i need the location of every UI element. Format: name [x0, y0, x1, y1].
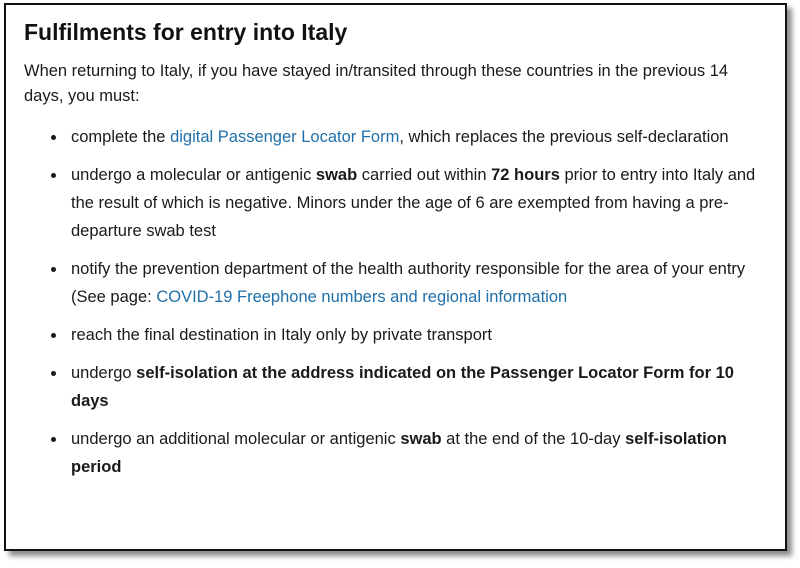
requirements-list [24, 123, 767, 481]
emphasis-swab: swab [315, 166, 358, 184]
item-text: undergo an additional molecular or antigenic [71, 430, 401, 448]
item-text: reach the final destination in Italy only by private transport [71, 326, 492, 344]
item-text: undergo a molecular or antigenic [71, 166, 316, 184]
item-text: notify the prevention department of the health authority responsible for the area of your entry (See page: [71, 260, 746, 306]
passenger-locator-form-link[interactable]: digital Passenger Locator Form [170, 128, 400, 146]
item-text: undergo [71, 364, 137, 382]
emphasis-72-hours: 72 hours [491, 166, 560, 184]
item-text: complete the [71, 128, 171, 146]
freephone-numbers-link[interactable]: COVID-19 Freephone numbers and regional information [156, 288, 568, 306]
list-item-passenger-locator-form [71, 123, 767, 151]
item-text: carried out within [357, 166, 492, 184]
document-frame [4, 3, 787, 551]
list-item-self-isolation [71, 359, 767, 415]
emphasis-self-isolation-period: self-isolation period [71, 430, 727, 476]
list-item-pre-departure-swab [71, 161, 767, 245]
emphasis-self-isolation: self-isolation at the address indicated on the Passenger Locator Form for 10 days [71, 364, 734, 410]
item-text: , which replaces the previous self-declaration [399, 128, 729, 146]
list-item-private-transport [71, 321, 767, 349]
list-item-notify-prevention-department [71, 255, 767, 311]
content-area [24, 15, 767, 491]
list-item-additional-swab [71, 425, 767, 481]
item-text: prior to entry into Italy and the result of which is negative. Minors under the age of 6 are exempted from having a pre-departure swab test [71, 166, 756, 240]
emphasis-swab: swab [400, 430, 442, 448]
intro-paragraph: When returning to Italy, if you have stayed in/transited through these countries in the previous 14 days, you must: [24, 62, 729, 105]
item-text: at the end of the 10-day [441, 430, 626, 448]
page-title: Fulfilments for entry into Italy [24, 19, 348, 45]
